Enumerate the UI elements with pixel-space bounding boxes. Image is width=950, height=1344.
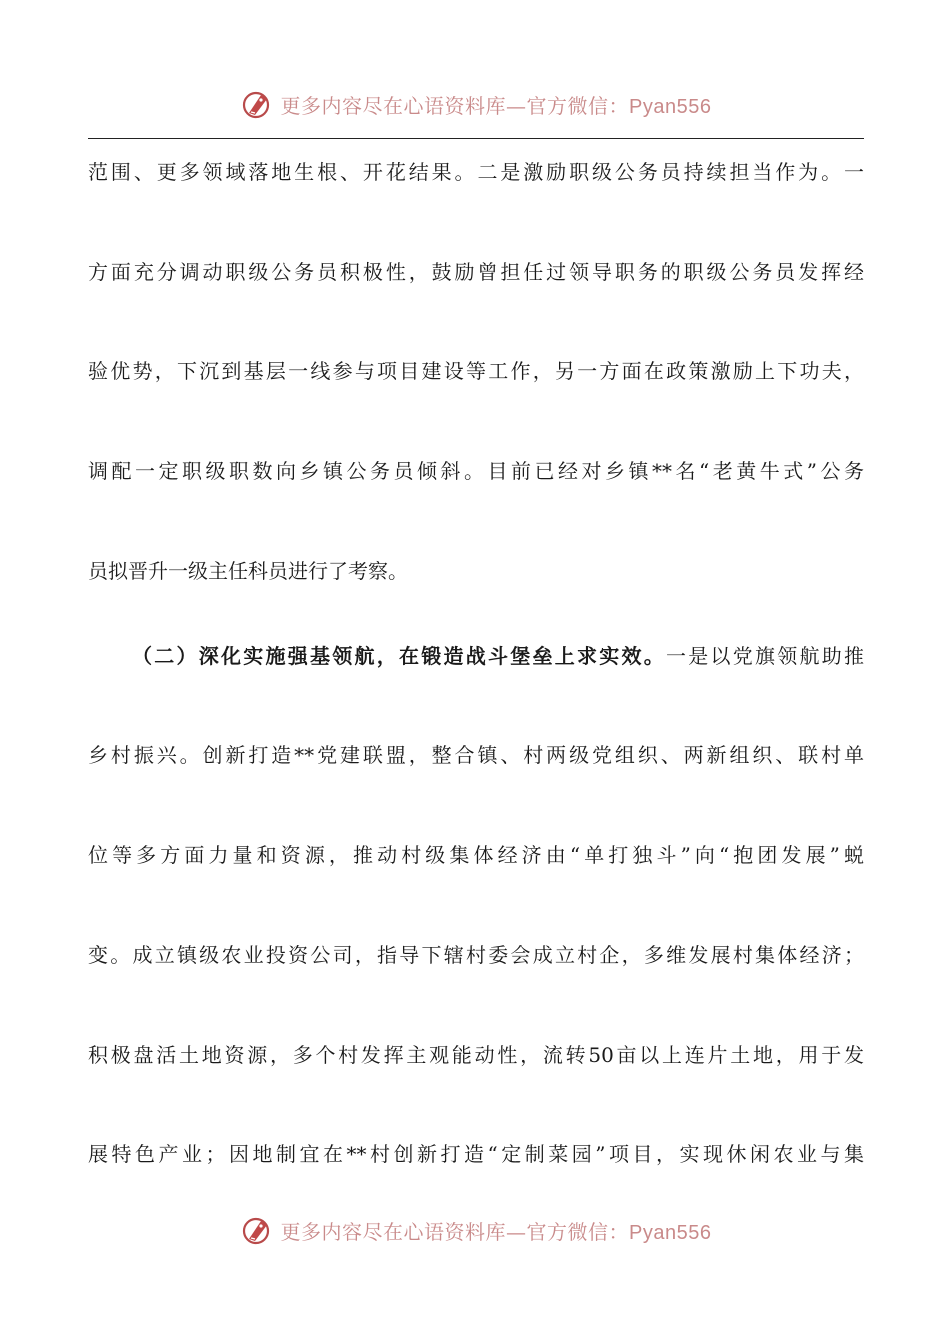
text-line: 验优势，下沉到基层一线参与项目建设等工作，另一方面在政策激励上下功夫， (88, 359, 864, 384)
text-line: 乡村振兴。创新打造**党建联盟，整合镇、村两级党组织、两新组织、联村单 (88, 743, 864, 768)
section-heading: （二）深化实施强基领航，在锻造战斗堡垒上求实效。 (132, 643, 666, 668)
footer-watermark (0, 1208, 950, 1252)
text-line: 员拟晋升一级主任科员进行了考察。 (88, 558, 408, 583)
paragraph-1 (88, 150, 864, 634)
text-line: 位等多方面力量和资源，推动村级集体经济由“单打独斗”向“抱团发展”蜕 (88, 843, 864, 868)
paragraph-2 (88, 634, 864, 1232)
header-rule (88, 138, 864, 139)
text-line (88, 634, 864, 734)
text-line: 范围、更多领域落地生根、开花结果。二是激励职级公务员持续担当作为。一 (88, 160, 864, 184)
text-line: 积极盘活土地资源，多个村发挥主观能动性，流转50亩以上连片土地，用于发 (88, 1042, 864, 1067)
watermark-text: 更多内容尽在心语资料库—官方微信：Pyan556 (280, 93, 712, 118)
pen-nib-logo-icon (239, 86, 275, 122)
document-body (88, 150, 864, 1232)
heading-rest: 一是以党旗领航助推 (666, 643, 864, 668)
pen-nib-logo-icon (239, 1212, 275, 1248)
text-line: 变。成立镇级农业投资公司，指导下辖村委会成立村企，多维发展村集体经济； (88, 942, 864, 967)
header-watermark (0, 82, 950, 126)
text-line: 方面充分调动职级公务员积极性，鼓励曾担任过领导职务的职级公务员发挥经 (88, 259, 864, 284)
text-line: 调配一定职级职数向乡镇公务员倾斜。目前已经对乡镇**名“老黄牛式”公务 (88, 459, 864, 484)
wechat-id: Pyan556 (629, 1221, 712, 1244)
text-line: 展特色产业；因地制宜在**村创新打造“定制菜园”项目，实现休闲农业与集 (88, 1142, 864, 1167)
watermark-text: 更多内容尽在心语资料库—官方微信：Pyan556 (280, 1219, 712, 1244)
wechat-id: Pyan556 (629, 95, 712, 118)
